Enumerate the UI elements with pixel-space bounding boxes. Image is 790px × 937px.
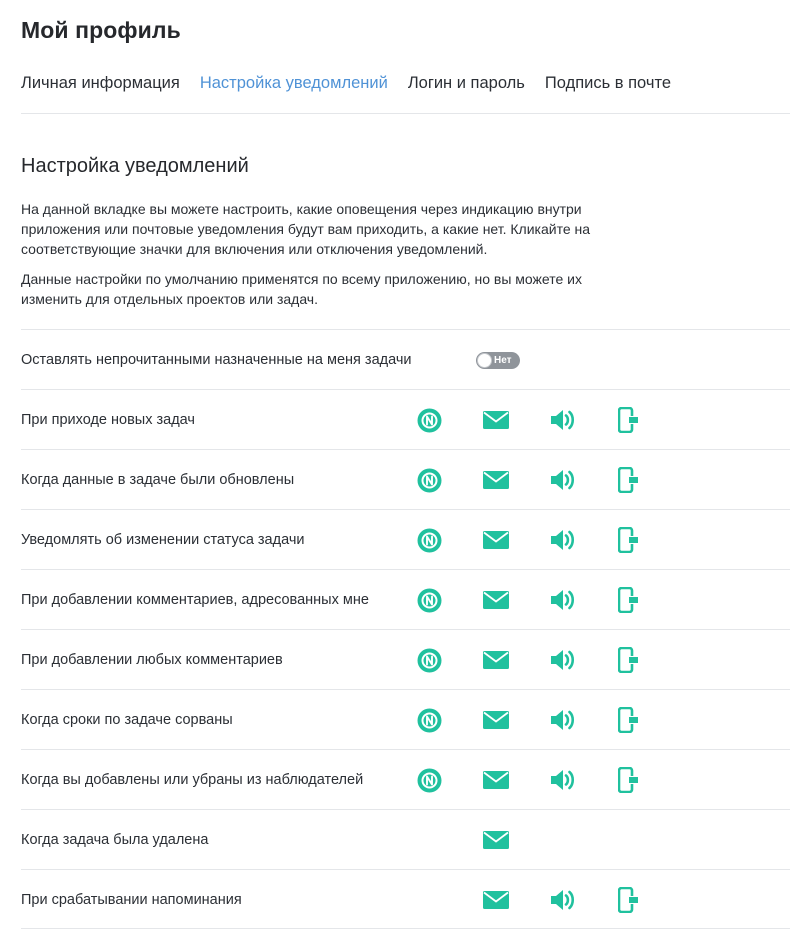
- unread-toggle[interactable]: [476, 352, 520, 369]
- notification-row: [21, 569, 790, 629]
- sound-icon[interactable]: [550, 587, 576, 613]
- mobile-push-icon[interactable]: [616, 467, 642, 493]
- mobile-push-icon[interactable]: [616, 767, 642, 793]
- notification-row: [21, 869, 790, 929]
- sound-icon[interactable]: [550, 527, 576, 553]
- toggle-text: Нет: [494, 355, 512, 366]
- mail-icon[interactable]: [483, 767, 509, 793]
- unread-setting-label: Оставлять непрочитанными назначенные на меня задачи: [21, 352, 412, 368]
- notification-indicator-icon[interactable]: [416, 707, 442, 733]
- sound-icon[interactable]: [550, 467, 576, 493]
- tab-personal-info[interactable]: Личная информация: [21, 74, 180, 92]
- mail-icon[interactable]: [483, 407, 509, 433]
- sound-icon[interactable]: [550, 887, 576, 913]
- unread-setting-row: [21, 329, 790, 389]
- mail-icon[interactable]: [483, 887, 509, 913]
- sound-icon[interactable]: [550, 407, 576, 433]
- notification-row: [21, 629, 790, 689]
- notification-label: При добавлении любых комментариев: [21, 652, 283, 668]
- sound-icon[interactable]: [550, 707, 576, 733]
- mobile-push-icon[interactable]: [616, 887, 642, 913]
- notification-row: [21, 389, 790, 449]
- notification-indicator-icon[interactable]: [416, 587, 442, 613]
- mobile-push-icon[interactable]: [616, 407, 642, 433]
- sound-icon[interactable]: [550, 647, 576, 673]
- section-title: Настройка уведомлений: [21, 155, 249, 177]
- section-description: На данной вкладке вы можете настроить, какие оповещения через индикацию внутри приложения или почтовые уведомления будут вам приходить, а какие нет. Кликайте на соответствующие значки для включения или отключения уведомлений.: [21, 201, 591, 257]
- notification-label: Уведомлять об изменении статуса задачи: [21, 532, 305, 548]
- notification-row: [21, 509, 790, 569]
- tab-notification-settings[interactable]: Настройка уведомлений: [199, 74, 388, 92]
- mobile-push-icon[interactable]: [616, 587, 642, 613]
- mobile-push-icon[interactable]: [616, 647, 642, 673]
- mail-icon[interactable]: [483, 647, 509, 673]
- notification-label: При срабатывании напоминания: [21, 892, 242, 908]
- notification-label: Когда вы добавлены или убраны из наблюдателей: [21, 772, 364, 788]
- notification-settings-list: [21, 329, 790, 929]
- mail-icon[interactable]: [483, 587, 509, 613]
- notification-indicator-icon[interactable]: [416, 467, 442, 493]
- mail-icon[interactable]: [483, 467, 509, 493]
- sound-icon[interactable]: [550, 767, 576, 793]
- notification-indicator-icon[interactable]: [416, 407, 442, 433]
- notification-label: Когда данные в задаче были обновлены: [21, 472, 295, 488]
- tab-mail-signature[interactable]: Подпись в почте: [544, 74, 672, 92]
- notification-row: [21, 449, 790, 509]
- notification-label: Когда сроки по задаче сорваны: [21, 712, 233, 728]
- notification-row: [21, 689, 790, 749]
- section-description-defaults: Данные настройки по умолчанию применятся по всему приложению, но вы можете их изменить для отдельных проектов или задач.: [21, 271, 582, 307]
- mail-icon[interactable]: [483, 827, 509, 853]
- mail-icon[interactable]: [483, 707, 509, 733]
- page-title: Мой профиль: [21, 17, 181, 43]
- notification-row: [21, 809, 790, 869]
- tabs-divider: [21, 113, 790, 114]
- notification-indicator-icon[interactable]: [416, 767, 442, 793]
- notification-indicator-icon[interactable]: [416, 647, 442, 673]
- notification-label: Когда задача была удалена: [21, 832, 209, 848]
- toggle-knob: [477, 353, 492, 368]
- notification-indicator-icon[interactable]: [416, 527, 442, 553]
- notification-label: При добавлении комментариев, адресованных мне: [21, 592, 369, 608]
- mobile-push-icon[interactable]: [616, 707, 642, 733]
- mobile-push-icon[interactable]: [616, 527, 642, 553]
- tab-login-password[interactable]: Логин и пароль: [407, 74, 525, 92]
- profile-tabs: [21, 74, 671, 93]
- notification-label: При приходе новых задач: [21, 412, 195, 428]
- mail-icon[interactable]: [483, 527, 509, 553]
- notification-row: [21, 749, 790, 809]
